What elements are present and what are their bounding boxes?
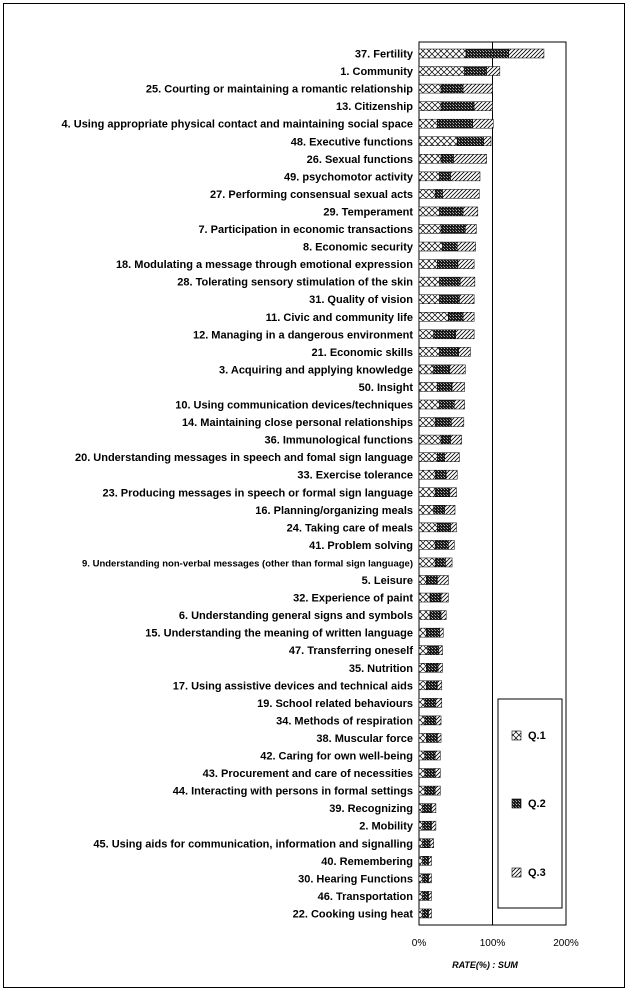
bar-q1 — [419, 786, 425, 795]
bar-q3 — [454, 154, 487, 163]
x-tick-label: 200% — [553, 938, 579, 949]
bar-q2 — [448, 312, 463, 321]
bar-q1 — [419, 839, 423, 848]
bar-q3 — [440, 628, 444, 637]
bar-q1 — [419, 312, 448, 321]
bar-q1 — [419, 277, 440, 286]
category-label: 24. Taking care of meals — [286, 522, 413, 535]
bar-q1 — [419, 470, 435, 479]
bar-q1 — [419, 84, 441, 93]
bar-q3 — [487, 67, 500, 76]
bar-q3 — [429, 891, 432, 900]
bar-q2 — [426, 628, 439, 637]
category-label: 43. Procurement and care of necessities — [202, 768, 413, 781]
category-label: 11. Civic and community life — [265, 311, 413, 324]
bar-q3 — [441, 593, 448, 602]
bar-q1 — [419, 681, 426, 690]
category-label: 9. Understanding non-verbal messages (other than formal sign language) — [82, 558, 413, 570]
bar-q2 — [441, 225, 465, 234]
legend-label-q1: Q.1 — [528, 730, 546, 742]
category-label: 46. Transportation — [317, 890, 413, 903]
bar-q2 — [440, 295, 460, 304]
bar-q2 — [435, 540, 448, 549]
category-label: 15. Understanding the meaning of written language — [145, 627, 413, 640]
bar-q1 — [419, 698, 425, 707]
category-label: 44. Interacting with persons in formal settings — [172, 785, 413, 798]
category-label: 49. psychomotor activity — [284, 171, 413, 184]
category-label: 29. Temperament — [323, 206, 413, 219]
bar-q2 — [423, 821, 432, 830]
bar-q1 — [419, 856, 423, 865]
bar-q2 — [423, 891, 429, 900]
bar-q1 — [419, 347, 440, 356]
category-label: 39. Recognizing — [329, 803, 413, 816]
category-label: 19. School related behaviours — [257, 697, 413, 710]
bar-q2 — [437, 382, 452, 391]
bar-q3 — [459, 347, 471, 356]
bar-q2 — [426, 733, 437, 742]
category-label: 12. Managing in a dangerous environment — [192, 329, 413, 342]
bar-q3 — [439, 646, 443, 655]
legend — [498, 699, 562, 908]
category-label: 8. Economic security — [302, 241, 413, 254]
bar-q1 — [419, 576, 426, 585]
bar-q3 — [435, 786, 440, 795]
bar-q2 — [435, 470, 446, 479]
bar-q3 — [448, 540, 454, 549]
category-label: 10. Using communication devices/techniques — [175, 399, 413, 412]
category-label: 45. Using aids for communication, information and signalling — [93, 838, 413, 851]
bar-q1 — [419, 330, 434, 339]
bar-q3 — [463, 312, 474, 321]
bar-q1 — [419, 189, 435, 198]
bar-q3 — [445, 453, 460, 462]
bar-q3 — [431, 821, 435, 830]
category-label: 18. Modulating a message through emotional expression — [115, 259, 413, 272]
category-label: 2. Mobility — [359, 820, 413, 833]
bar-q3 — [474, 102, 492, 111]
category-label: 40. Remembering — [321, 855, 413, 868]
category-label: 50. Insight — [358, 381, 413, 394]
bar-q1 — [419, 611, 430, 620]
bar-q1 — [419, 435, 441, 444]
bar-q2 — [437, 119, 472, 128]
bar-q3 — [446, 470, 457, 479]
category-label: 47. Transferring oneself — [288, 645, 413, 658]
bar-q3 — [450, 488, 457, 497]
bar-q1 — [419, 821, 423, 830]
category-labels — [62, 49, 414, 921]
bar-q2 — [441, 435, 451, 444]
bar-q1 — [419, 804, 423, 813]
bar-q2 — [430, 593, 441, 602]
bar-q2 — [441, 154, 453, 163]
category-label: 5. Leisure — [361, 575, 413, 587]
category-label: 36. Immunological functions — [264, 434, 413, 447]
bar-q1 — [419, 646, 428, 655]
category-label: 28. Tolerating sensory stimulation of the skin — [177, 276, 413, 289]
bar-q1 — [419, 505, 434, 514]
bar-q2 — [457, 137, 483, 146]
bar-q1 — [419, 137, 457, 146]
bar-q1 — [419, 242, 443, 251]
category-label: 17. Using assistive devices and technical aids — [172, 680, 413, 693]
bar-q1 — [419, 488, 435, 497]
bar-q3 — [435, 751, 440, 760]
bar-q3 — [473, 119, 494, 128]
bar-q1 — [419, 540, 435, 549]
bar-q3 — [430, 839, 434, 848]
bar-q3 — [456, 330, 474, 339]
bar-q1 — [419, 593, 430, 602]
bar-q3 — [459, 295, 474, 304]
bar-q1 — [419, 207, 440, 216]
category-label: 6. Understanding general signs and symbols — [178, 610, 413, 623]
bar-q1 — [419, 453, 437, 462]
bar-q2 — [440, 207, 464, 216]
category-label: 14. Maintaining close personal relationships — [181, 417, 413, 430]
bar-q2 — [425, 786, 435, 795]
bar-q3 — [437, 576, 448, 585]
bar-q2 — [440, 400, 455, 409]
bar-q2 — [426, 663, 438, 672]
category-label: 7. Participation in economic transactions — [198, 224, 413, 236]
bar-q1 — [419, 909, 423, 918]
bar-q2 — [425, 751, 435, 760]
category-label: 16. Planning/organizing meals — [255, 504, 413, 517]
bar-q3 — [454, 400, 464, 409]
bar-q3 — [457, 242, 475, 251]
bar-q3 — [437, 733, 441, 742]
bar-q1 — [419, 49, 466, 58]
category-label: 27. Performing consensual sexual acts — [210, 188, 413, 201]
bar-q2 — [435, 558, 445, 567]
bar-q1 — [419, 558, 435, 567]
category-label: 1. Community — [340, 66, 413, 79]
bar-q2 — [443, 242, 458, 251]
bar-q2 — [425, 716, 436, 725]
bar-q2 — [466, 49, 509, 58]
bar-q2 — [425, 769, 435, 778]
bar-q3 — [450, 365, 465, 374]
bar-q1 — [419, 67, 465, 76]
category-label: 33. Exercise tolerance — [297, 469, 413, 482]
legend-swatch-q1 — [512, 731, 521, 740]
category-label: 32. Experience of paint — [293, 592, 413, 605]
bar-q3 — [438, 663, 442, 672]
bar-q1 — [419, 874, 423, 883]
bar-q2 — [440, 172, 451, 181]
bar-q3 — [465, 225, 476, 234]
bar-q2 — [430, 611, 441, 620]
bar-q1 — [419, 154, 441, 163]
bar-q1 — [419, 172, 440, 181]
bar-q3 — [436, 698, 442, 707]
bar-q2 — [423, 874, 429, 883]
bar-q1 — [419, 523, 437, 532]
legend-swatch-q3 — [512, 868, 521, 877]
bar-q3 — [484, 137, 491, 146]
bar-q2 — [434, 365, 450, 374]
bar-q3 — [443, 189, 480, 198]
bar-q2 — [434, 330, 456, 339]
bar-q3 — [435, 769, 440, 778]
bar-q1 — [419, 225, 441, 234]
category-label: 48. Executive functions — [290, 136, 413, 149]
bar-q2 — [426, 576, 437, 585]
bar-q3 — [451, 435, 462, 444]
category-label: 34. Methods of respiration — [276, 715, 413, 728]
category-label: 37. Fertility — [354, 48, 413, 61]
bar-q2 — [440, 277, 461, 286]
category-label: 26. Sexual functions — [306, 153, 413, 166]
category-label: 21. Economic skills — [311, 346, 413, 359]
legend-swatch-q2 — [512, 799, 521, 808]
bar-q2 — [423, 909, 429, 918]
category-label: 42. Caring for own well-being — [260, 750, 413, 763]
category-label: 20. Understanding messages in speech and fomal sign language — [74, 452, 413, 465]
bar-q3 — [429, 856, 432, 865]
bar-q3 — [445, 505, 455, 514]
bar-q2 — [428, 646, 439, 655]
bar-q1 — [419, 891, 423, 900]
bar-q2 — [435, 189, 442, 198]
bar-q2 — [423, 804, 432, 813]
bar-q2 — [441, 102, 474, 111]
bar-q3 — [429, 874, 432, 883]
x-tick-label: 100% — [479, 938, 506, 949]
bar-q2 — [423, 856, 429, 865]
bar-q2 — [440, 347, 459, 356]
bar-q3 — [451, 418, 463, 427]
category-label: 30. Hearing Functions — [298, 873, 413, 886]
bar-q1 — [419, 382, 437, 391]
category-label: 41. Problem solving — [309, 539, 413, 552]
bar-q3 — [445, 558, 452, 567]
category-label: 4. Using appropriate physical contact and maintaining social space — [61, 118, 413, 131]
bar-q2 — [437, 453, 444, 462]
bar-q3 — [463, 207, 478, 216]
bar-q2 — [437, 523, 450, 532]
bar-q3 — [436, 716, 441, 725]
bar-q1 — [419, 365, 434, 374]
legend-label-q3: Q.3 — [528, 867, 546, 879]
x-axis — [412, 938, 579, 970]
bar-q2 — [435, 488, 450, 497]
bar-q1 — [419, 628, 426, 637]
bar-q3 — [451, 523, 457, 532]
bar-q3 — [509, 49, 544, 58]
bar-q1 — [419, 663, 426, 672]
bar-q2 — [434, 505, 445, 514]
bar-q1 — [419, 733, 426, 742]
bar-q2 — [425, 698, 436, 707]
bar-q1 — [419, 769, 425, 778]
bar-q2 — [423, 839, 430, 848]
bar-q3 — [441, 611, 446, 620]
bar-q3 — [431, 804, 435, 813]
x-tick-label: 0% — [411, 938, 427, 949]
legend-label-q2: Q.2 — [528, 798, 546, 810]
bar-q3 — [458, 260, 474, 269]
bar-q2 — [437, 260, 458, 269]
bar-q1 — [419, 751, 425, 760]
category-label: 38. Muscular force — [316, 732, 413, 745]
category-label: 3. Acquiring and applying knowledge — [219, 364, 413, 377]
bar-q1 — [419, 400, 440, 409]
bar-q2 — [426, 681, 437, 690]
category-label: 31. Quality of vision — [309, 294, 413, 307]
bar-q2 — [441, 84, 463, 93]
bar-q3 — [429, 909, 432, 918]
category-label: 23. Producing messages in speech or formal sign language — [102, 487, 413, 500]
bar-q1 — [419, 260, 437, 269]
bar-q1 — [419, 295, 440, 304]
x-axis-label: RATE(%) : SUM — [452, 960, 518, 970]
category-label: 35. Nutrition — [348, 662, 413, 675]
bar-q3 — [452, 382, 464, 391]
bar-q2 — [435, 418, 451, 427]
bar-q1 — [419, 716, 425, 725]
category-label: 25. Courting or maintaining a romantic relationship — [145, 83, 413, 96]
bar-q1 — [419, 418, 435, 427]
bar-q2 — [465, 67, 487, 76]
category-label: 13. Citizenship — [335, 101, 413, 114]
bar-q1 — [419, 119, 437, 128]
bar-q3 — [437, 681, 441, 690]
bar-q3 — [460, 277, 475, 286]
bar-q3 — [451, 172, 480, 181]
category-label: 22. Cooking using heat — [292, 908, 413, 921]
bar-q1 — [419, 102, 441, 111]
bar-q3 — [463, 84, 492, 93]
